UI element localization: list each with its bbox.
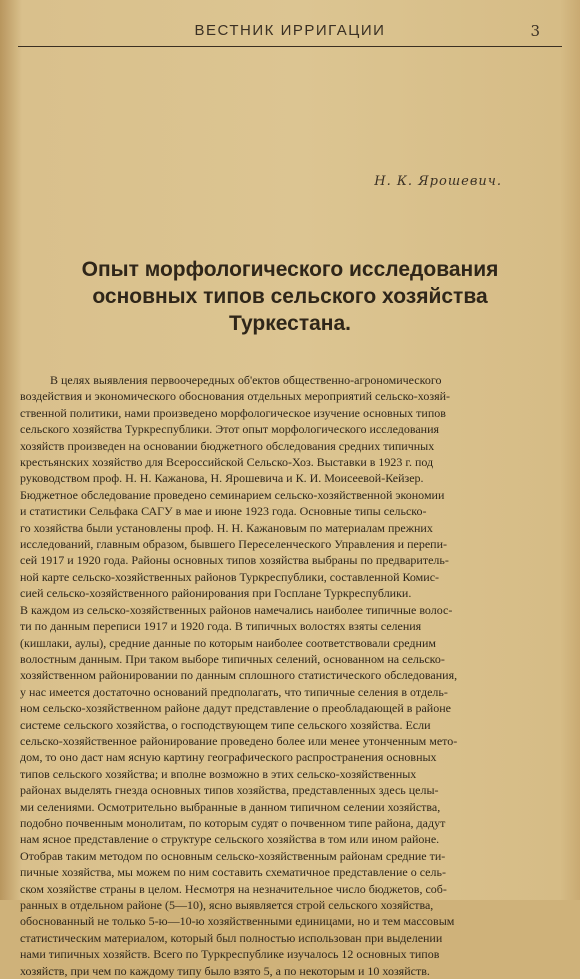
title-line: Опыт морфологического исследования bbox=[81, 258, 499, 281]
body-line: ми селениями. Осмотрительно выбранные в данном типичном селении хозяйства, bbox=[20, 799, 441, 814]
body-line: сией сельско-хозяйственного районирования при Госплане Туркреспублики. bbox=[20, 586, 412, 601]
body-line: исследований, главным образом, бывшего Переселенческого Управления и перепи- bbox=[20, 537, 447, 552]
running-header bbox=[18, 22, 562, 47]
body-line: хозяйственном районировании по данным сплошного статистического обследования, bbox=[20, 668, 458, 683]
body-line: Отобрав таким методом по основным сельско-хозяйственным районам средние ти- bbox=[20, 848, 446, 863]
body-line: системе сельского хозяйства, о господствующем типе сельского хозяйства. Если bbox=[20, 717, 431, 732]
body-line: у нас имеется достаточно оснований предполагать, что типичные селения в отдель- bbox=[20, 684, 448, 699]
body-line: Бюджетное обследование проведено семинарием сельско-хозяйственной экономии bbox=[20, 487, 445, 502]
body-line: сельского хозяйства Туркреспублики. Этот опыт морфологического исследования bbox=[20, 422, 440, 437]
body-line: пичные хозяйства, мы можем по ним составить схематичное представление о сель- bbox=[20, 865, 446, 880]
page-number: 3 bbox=[530, 22, 540, 40]
body-line: В каждом из сельско-хозяйственных районов намечались наиболее типичные волос- bbox=[20, 602, 453, 617]
body-line: хозяйств произведен на основании бюджетного обследования средних типичных bbox=[20, 438, 435, 453]
title-line: Туркестана. bbox=[228, 312, 351, 335]
body-line: сельско-хозяйственное районирование проведено более или менее утонченным мето- bbox=[20, 733, 458, 748]
body-line: (кишлаки, аулы), средние данные по которым наиболее соответствовали средним bbox=[20, 635, 436, 650]
body-line: ной карте сельско-хозяйственных районов Туркреспублики, составленной Комис- bbox=[20, 569, 440, 584]
article-title bbox=[20, 256, 560, 337]
author-name: Н. К. Ярошевич. bbox=[374, 174, 502, 189]
body-line: ском хозяйстве страны в целом. Несмотря на незначительное число бюджетов, соб- bbox=[20, 881, 447, 896]
body-line: нами типичных хозяйств. Всего по Туркреспублике изучалось 12 основных типов bbox=[20, 947, 440, 962]
body-line: воздействия и экономического обоснования отдельных мероприятий сельско-хозяй- bbox=[20, 389, 451, 404]
body-line: волостным данным. При таком выборе типичных селений, основанном на сельско- bbox=[20, 651, 445, 666]
body-line: го хозяйства были установлены проф. Н. Н. Кажановым по материалам прежних bbox=[20, 520, 433, 535]
body-line: руководством проф. Н. Н. Кажанова, Н. Ярошевича и К. И. Моисеевой-Кейзер. bbox=[20, 471, 424, 486]
body-line: ранных в отдельном районе (5—10), ясно выявляется строй сельского хозяйства, bbox=[20, 898, 434, 912]
body-line: ти по данным переписи 1917 и 1920 года. В типичных волостях взяты селения bbox=[20, 619, 422, 634]
body-line: типов сельского хозяйства; и вполне возможно в этих сельско-хозяйственных bbox=[20, 766, 417, 781]
title-line: основных типов сельского хозяйства bbox=[92, 285, 488, 308]
body-line: хозяйств, при чем по каждому типу было взято 5, а по некоторым и 10 хозяйств. bbox=[20, 963, 430, 978]
body-line: статистическим материалом, который был полностью использован при выделении bbox=[20, 930, 443, 945]
body-line: и статистики Сельфака САГУ в мае и июне 1923 года. Основные типы сельско- bbox=[20, 504, 427, 519]
body-line: ном сельско-хозяйственном районе дадут представление о преобладающей в районе bbox=[20, 701, 451, 716]
body-line: подобно почвенным монолитам, по которым судят о почвенном типе района, дадут bbox=[20, 815, 446, 830]
journal-title: ВЕСТНИК ИРРИГАЦИИ bbox=[194, 22, 386, 39]
body-line: обоснованный не только 5-ю—10-ю хозяйственными единицами, но и тем массовым bbox=[20, 914, 455, 929]
body-line: сей 1917 и 1920 года. Районы основных типов хозяйства выбраны по предваритель- bbox=[20, 553, 449, 568]
body-line: дом, то оно даст нам ясную картину географического распространения основных bbox=[20, 750, 437, 765]
body-line: нам ясное представление о структуре сельского хозяйства в том или ином районе. bbox=[20, 832, 440, 847]
article-body bbox=[20, 372, 558, 979]
body-line: В целях выявления первоочередных об'ектов общественно-агрономического bbox=[50, 373, 442, 387]
body-line: районах выделять гнезда основных типов хозяйства, представленных здесь целы- bbox=[20, 783, 439, 798]
body-line: крестьянских хозяйство для Всероссийской Сельско-Хоз. Выставки в 1923 г. под bbox=[20, 455, 434, 470]
body-line: ственной политики, нами произведено морфологическое изучение основных типов bbox=[20, 405, 446, 420]
